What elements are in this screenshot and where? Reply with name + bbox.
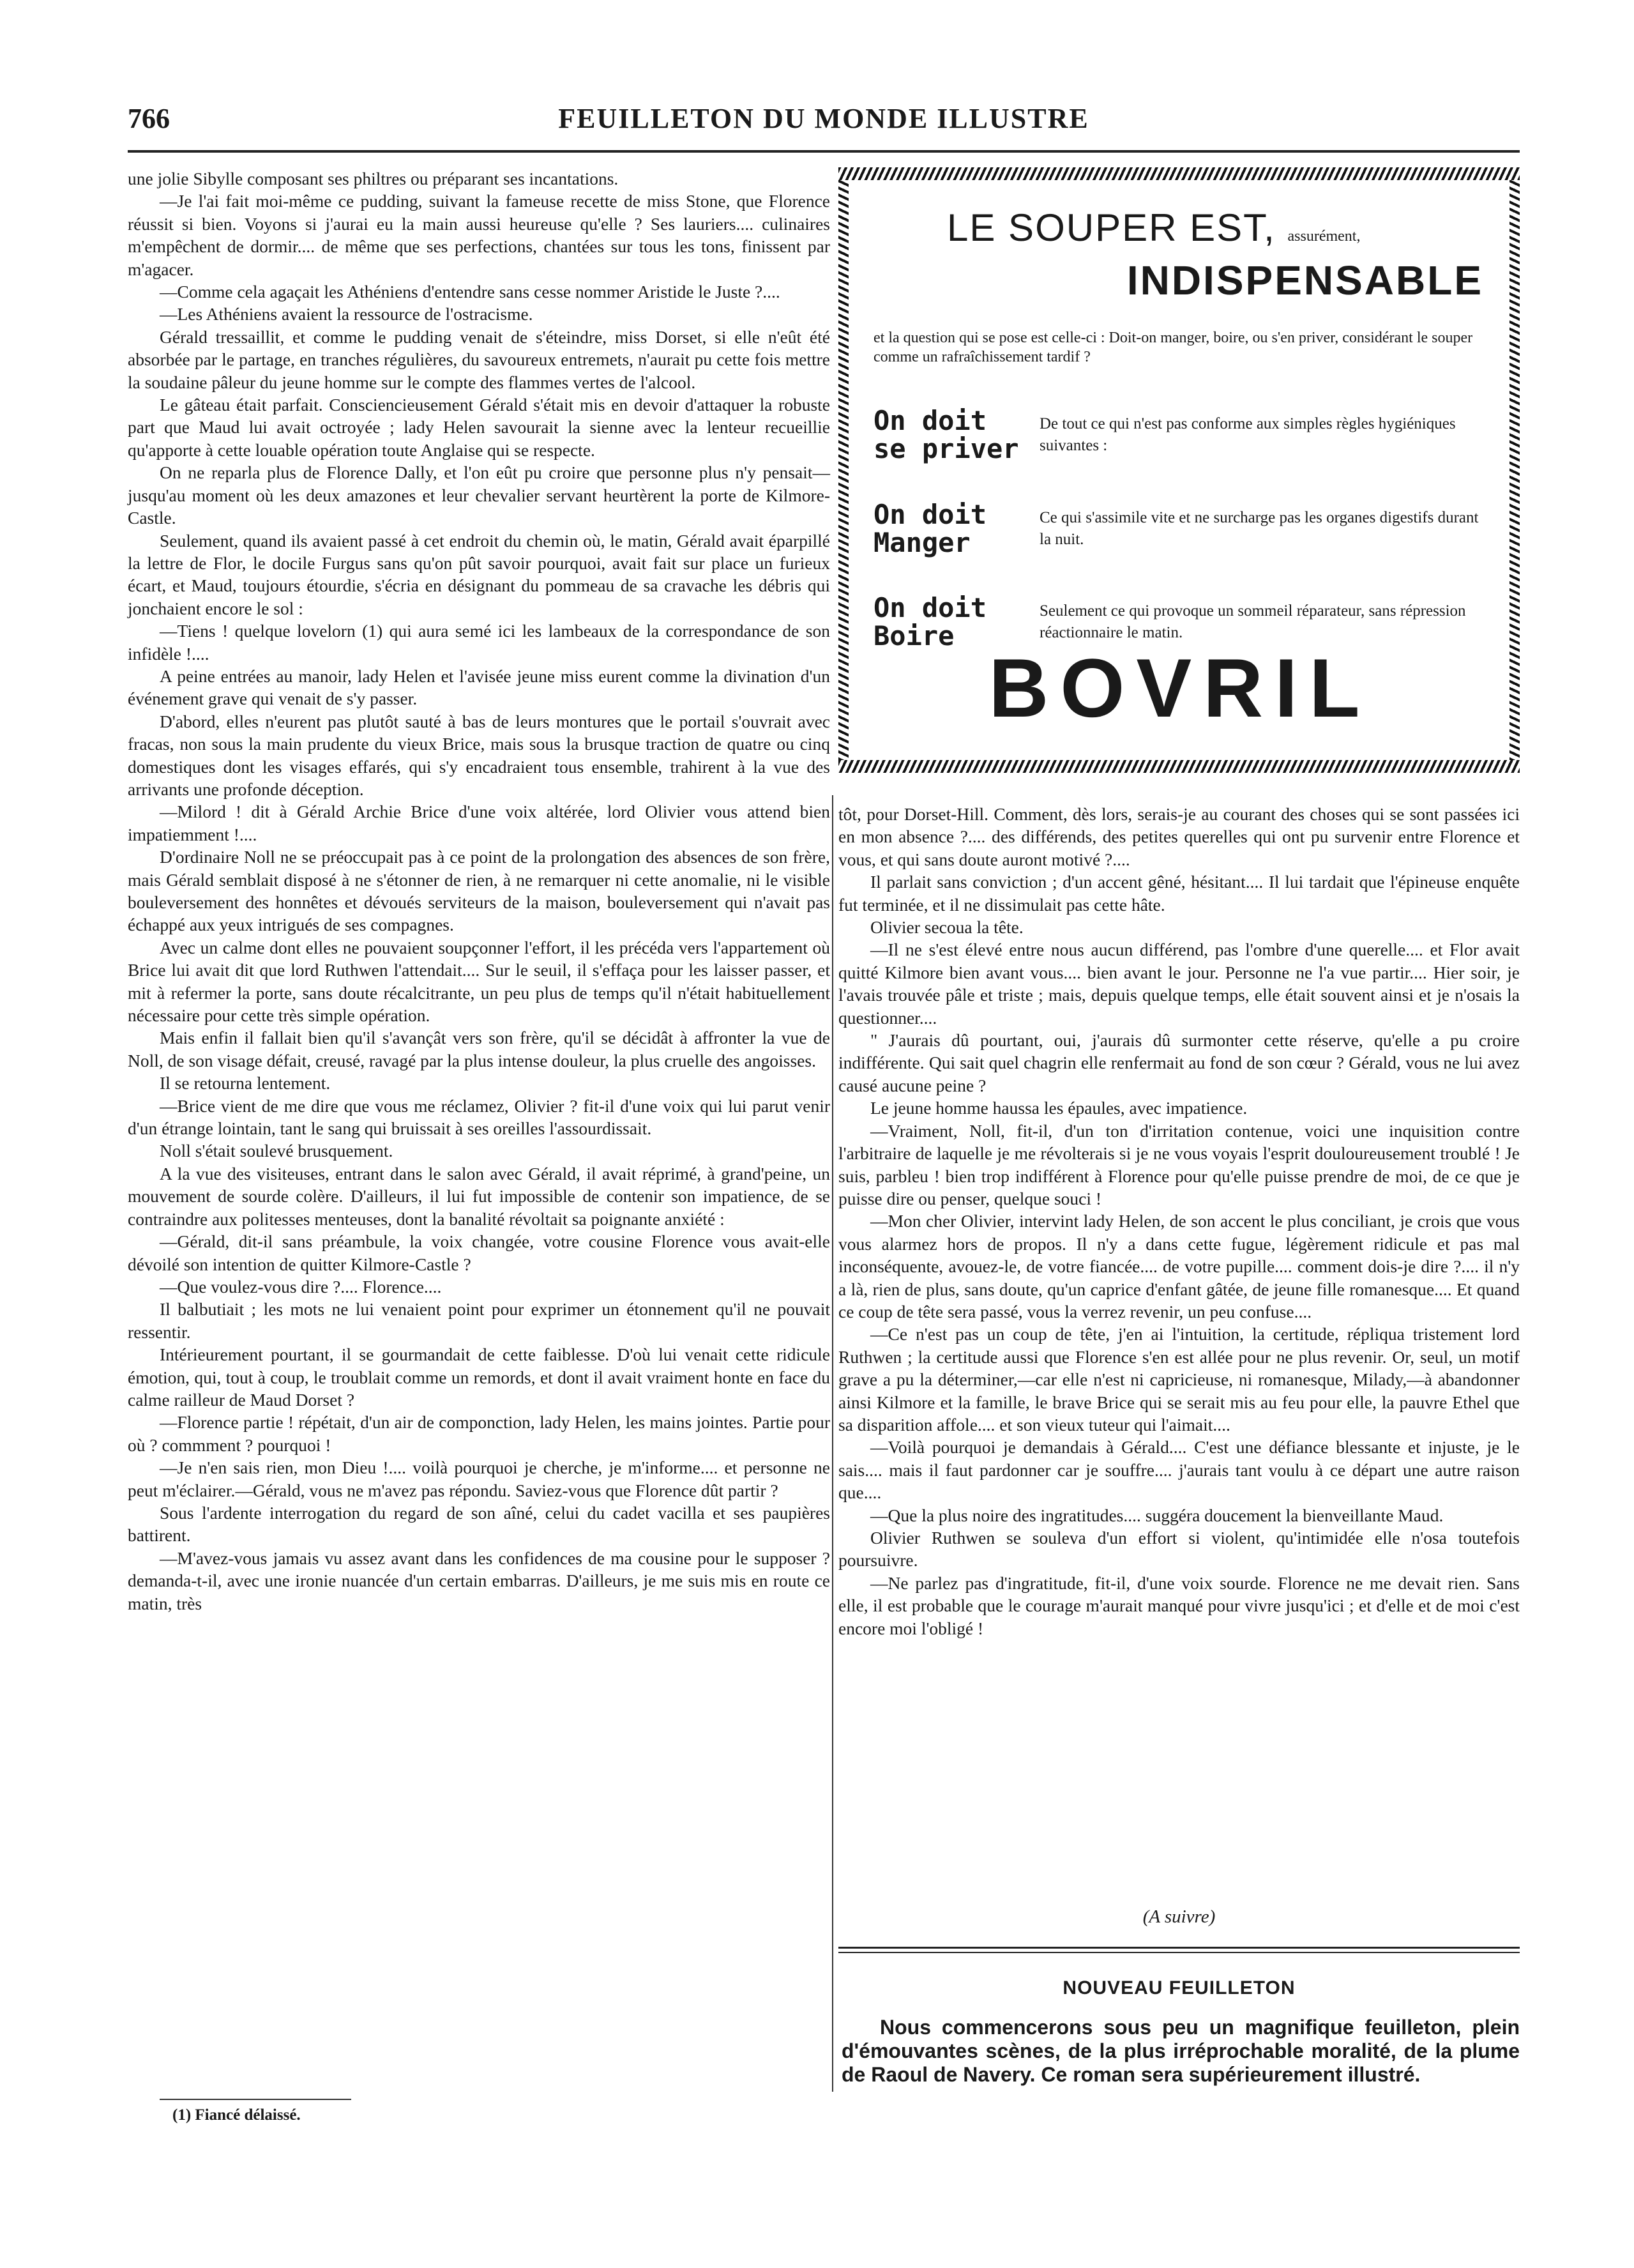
column-divider [832,795,833,2092]
paragraph: " J'aurais dû pourtant, oui, j'aurais dû surmonter cette réserve, qu'elle a pu croire indifférente. Qui sait quel chagrin elle renfermait au fond de son cœur ? Gérald, vous ne lui avez causé aucune peine ? [838,1030,1520,1095]
left-column [128,167,830,1615]
paragraph: Il balbutiait ; les mots ne lui venaient point pour exprimer un étonnement qu'il ne pouvait ressentir. [128,1299,830,1342]
ad-row-label-line-2: Boire [874,620,955,651]
ad-content [864,193,1496,749]
ad-row-text: Seulement ce qui provoque un sommeil réparateur, sans répression réactionnaire le matin. [1040,602,1466,641]
ad-row-label-line-1: On doit [874,499,987,530]
paragraph: —Je l'ai fait moi-même ce pudding, suivant la fameuse recette de miss Stone, que Florence réussit si bien. Voyons si j'aurai eu la main aussi heureuse qu'elle ? Ses lauriers.... culinaires m'empêchent de dormir.... de même que ses perfections, chantées sur tous les tons, finissent par m'agacer. [128,191,830,279]
ad-row-label [874,407,1033,463]
paragraph: Intérieurement pourtant, il se gourmandait de cette faiblesse. D'où lui venait cette ridicule émotion, qui, tout à coup, le troublait comme un remords, et dont il avait vraiment honte en face du calme railleur de Maud Dorset ? [128,1344,830,1410]
paragraph: Olivier secoua la tête. [870,917,1024,938]
paragraph: Le gâteau était parfait. Consciencieusement Gérald s'était mis en devoir d'attaquer la robuste part que Maud lui avait octroyée ; lady Helen savourait la sienne avec la lenteur recueillie qu'apporte à cette louable opération toute Anglaise qui se respecte. [128,395,830,460]
ad-row-label-line-2: Manger [874,527,971,558]
paragraph: A peine entrées au manoir, lady Helen et l'avisée jeune miss eurent comme la divination d'un événement grave qui venait de s'y passer. [128,666,830,709]
ad-brand-bovril: BOVRIL [988,641,1372,734]
paragraph: —Il ne s'est élevé entre nous aucun différend, pas l'ombre d'une querelle.... et Flor avait quitté Kilmore bien avant vous.... bien avant le jour. Personne ne l'a vue partir.... Hier soir, je l'avais trouvée pâle et triste ; mais, depuis quelque temps, elle était souvent ainsi et je n'osais la questionner.... [838,940,1520,1028]
ad-headline-2: INDISPENSABLE [1126,257,1483,303]
footnote: (1) Fiancé délaissé. [172,2106,301,2124]
ad-row-label-line-2: se priver [874,433,1019,464]
paragraph: Il se retourna lentement. [160,1073,331,1093]
paragraph: On ne reparla plus de Florence Dally, et l'on eût pu croire que personne plus n'y pensait—jusqu'au moment où les deux amazones et leur chevalier servant heurtèrent la porte de Kilmore-Castle. [128,462,830,528]
paragraph: —Que voulez-vous dire ?.... Florence.... [160,1276,442,1297]
paragraph: —Ce n'est pas un coup de tête, j'en ai l'intuition, la certitude, répliqua tristement lord Ruthwen ; la certitude aussi que Florence s'en est allée pour ne plus revenir. Or, seul, un motif grave a pu la déterminer,—car elle n'est ni capricieuse, ni romanesque, Milady,—à abandonner ainsi Kilmore et la famille, le brave Brice qui se serait mis au feu pour elle, la pauvre Ethel que sa disparition affole.... et son vieux tuteur qui l'aimait.... [838,1324,1520,1435]
section-rule [838,1952,1520,1953]
paragraph: Gérald tressaillit, et comme le pudding venait de s'éteindre, miss Dorset, si elle n'eût été absorbée par le partage, en tranches régulières, du savoureux entremets, n'aurait pu cette fois mettre la soudaine pâleur du jeune homme sur le compte des flammes vertes de l'alcool. [128,326,830,392]
ad-border-left [838,180,849,760]
paragraph: —Tiens ! quelque lovelorn (1) qui aura semé ici les lambeaux de la correspondance de son infidèle !.... [128,621,830,664]
ad-row-label-line-1: On doit [874,405,987,436]
ad-question: et la question qui se pose est celle-ci : Doit-on manger, boire, ou s'en priver, considérant le souper comme un rafraîchissement tardif ? [874,330,1473,365]
right-column [838,803,1520,1640]
paragraph: Le jeune homme haussa les épaules, avec impatience. [870,1098,1248,1118]
ad-headline-1-small: assurément, [1287,228,1361,245]
paragraph: Noll s'était soulevé brusquement. [160,1141,393,1161]
paragraph: —Mon cher Olivier, intervint lady Helen, de son accent le plus conciliant, je crois que vous vous alarmez hors de propos. Il n'y a dans cette fugue, légèrement ridicule et pas mal inconséquente, avouez-le, de votre fiancée.... de votre pupille.... comment dois-je dire ?.... il n'y a là, rien de plus, sans doute, qu'un caprice d'enfant gâtée, de jeune fille romanesque.... Et quand ce coup de tête sera passé, vous la verrez revenir, un peu confuse.... [838,1211,1520,1321]
paragraph: —Que la plus noire des ingratitudes.... suggéra doucement la bienveillante Maud. [870,1505,1444,1525]
ad-border-right [1509,180,1520,760]
paragraph: —Comme cela agaçait les Athéniens d'entendre sans cesse nommer Aristide le Juste ?.... [160,282,780,302]
paragraph: D'abord, elles n'eurent pas plutôt sauté à bas de leurs montures que le portail s'ouvrait avec fracas, non sous la main prudente du vieux Brice, mais sous la brusque traction de quatre ou cinq domestiques dont les visages effarés, qui s'y encadraient tous ensemble, trahirent à la vue des arrivants une profonde déception. [128,711,830,799]
paragraph: —M'avez-vous jamais vu assez avant dans les confidences de ma cousine pour le supposer ? demanda-t-il, avec une ironie nuancée d'un certain embarras. D'ailleurs, je me suis mis en route ce matin, très [128,1548,830,1613]
ad-row-text: Ce qui s'assimile vite et ne surcharge pas les organes digestifs durant la nuit. [1040,509,1479,548]
paragraph: —Florence partie ! répétait, d'un air de componction, lady Helen, les mains jointes. Partie pour où ? commment ? pourquoi ! [128,1412,830,1455]
paragraph: —Milord ! dit à Gérald Archie Brice d'une voix altérée, lord Olivier vous attend bien impatiemment !.... [128,802,830,844]
page-number: 766 [128,103,170,134]
ad-headline-1-text: LE SOUPER EST, [947,206,1276,249]
paragraph: —Brice vient de me dire que vous me réclamez, Olivier ? fit-il d'une voix qui lui parut venir d'un étrange lointain, tant le sang qui bruissait à ses oreilles l'assourdissait. [128,1095,830,1139]
ad-headline-1 [947,206,1360,250]
paragraph: —Ne parlez pas d'ingratitude, fit-il, d'une voix sourde. Florence ne me devait rien. Sans elle, il est probable que le courage m'aurait manqué pour vivre jusqu'ici ; et d'elle et de moi c'est encore moi l'obligé ! [838,1572,1520,1638]
ad-row-label [874,501,1033,557]
notice-title: NOUVEAU FEUILLETON [1063,1977,1296,1998]
ad-row-text: De tout ce qui n'est pas conforme aux simples règles hygiéniques suivantes : [1040,415,1456,454]
running-title: FEUILLETON DU MONDE ILLUSTRE [558,103,1089,134]
to-be-continued: (A suivre) [1142,1906,1216,1927]
paragraph: tôt, pour Dorset-Hill. Comment, dès lors, serais-je au courant des choses qui se sont passées ici en mon absence ?.... des différends, des petites querelles qui ont pu survenir entre Florence et vous, et qui sans doute auront motivé ?.... [838,804,1520,869]
bovril-advertisement [838,167,1520,773]
paragraph: A la vue des visiteuses, entrant dans le salon avec Gérald, il avait réprimé, à grand'peine, un mouvement de sourde colère. D'ailleurs, il lui fut impossible de contenir son impatience, de se contraindre aux politesses menteuses, dont la banalité révoltait sa poignante anxiété : [128,1163,830,1229]
paragraph: —Les Athéniens avaient la ressource de l'ostracisme. [160,304,533,324]
paragraph: —Voilà pourquoi je demandais à Gérald.... C'est une défiance blessante et injuste, je le sais.... mais il faut pardonner car je souffre.... j'aurais tant voulu à ce départ une autre raison que.... [838,1437,1520,1503]
paragraph: Seulement, quand ils avaient passé à cet endroit du chemin où, le matin, Gérald avait éparpillé la lettre de Flor, le docile Furgus sans qu'on pût savoir pourquoi, avait fait sur place un furieux écart, et Maud, toujours étourdie, s'écria en désignant du pommeau de sa cravache les débris qui jonchaient encore le sol : [128,530,830,618]
paragraph: Sous l'ardente interrogation du regard de son aîné, celui du cadet vacilla et ses paupières battirent. [128,1502,830,1546]
page-header [128,102,1520,141]
ad-border-top [838,167,1520,180]
ad-row-label-line-1: On doit [874,592,987,623]
notice-text [842,2016,1520,2087]
ad-border-bottom [838,760,1520,773]
paragraph: Olivier Ruthwen se souleva d'un effort si violent, qu'intimidée elle n'osa toutefois poursuivre. [838,1528,1520,1571]
paragraph: —Gérald, dit-il sans préambule, la voix changée, votre cousine Florence vous avait-elle dévoilé son intention de quitter Kilmore-Castle ? [128,1231,830,1274]
footnote-rule [160,2099,351,2100]
paragraph: Avec un calme dont elles ne pouvaient soupçonner l'effort, il les précéda vers l'appartement où Brice lui avait dit que lord Ruthwen l'attendait.... Sur le seuil, il s'effaça pour les laisser passer, et mit à refermer la porte, sans doute récalcitrante, un peu plus de temps qu'il n'était habituellement nécessaire pour cette très simple opération. [128,937,830,1026]
header-rule [128,150,1520,153]
section-rule [838,1947,1520,1949]
paragraph: —Je n'en sais rien, mon Dieu !.... voilà pourquoi je cherche, je m'informe.... et personne ne peut m'éclairer.—Gérald, vous ne m'avez pas répondu. Saviez-vous que Florence dût partir ? [128,1457,830,1500]
notice-body: Nous commencerons sous peu un magnifique feuilleton, plein d'émouvantes scènes, de la plus irréprochable moralité, de la plume de Raoul de Navery. Ce roman sera supérieurement illustré. [842,2016,1520,2086]
paragraph: —Vraiment, Noll, fit-il, d'un ton d'irritation contenue, voici une inquisition contre l'arbitraire de laquelle je me révolterais si je ne vous voyais l'esprit douloureusement troublé ! Je suis, parbleu ! bien trop indifférent à Florence pour qu'elle puisse prendre de moi, de ce que je puisse dire ou penser, quelque souci ! [838,1120,1520,1208]
paragraph: une jolie Sibylle composant ses philtres ou préparant ses incantations. [128,169,619,188]
paragraph: D'ordinaire Noll ne se préoccupait pas à ce point de la prolongation des absences de son frère, mais Gérald semblait disposé à ne s'étonner de rien, à ne remarquer ni cette anomalie, ni le visible bouleversement des honnêtes et dévoués serviteurs de la maison, bouleversement qui n'avait pas échappé aux yeux intrigués de ses compagnes. [128,847,830,935]
paragraph: Il parlait sans conviction ; d'un accent gêné, hésitant.... Il lui tardait que l'épineuse enquête fut terminée, et il ne dissimulait pas cette hâte. [838,872,1520,915]
paragraph: Mais enfin il fallait bien qu'il s'avançât vers son frère, qu'il se décidât à affronter la vue de Noll, de son visage défait, creusé, ravagé par la plus intense douleur, la plus cruelle des angoisses. [128,1028,830,1070]
